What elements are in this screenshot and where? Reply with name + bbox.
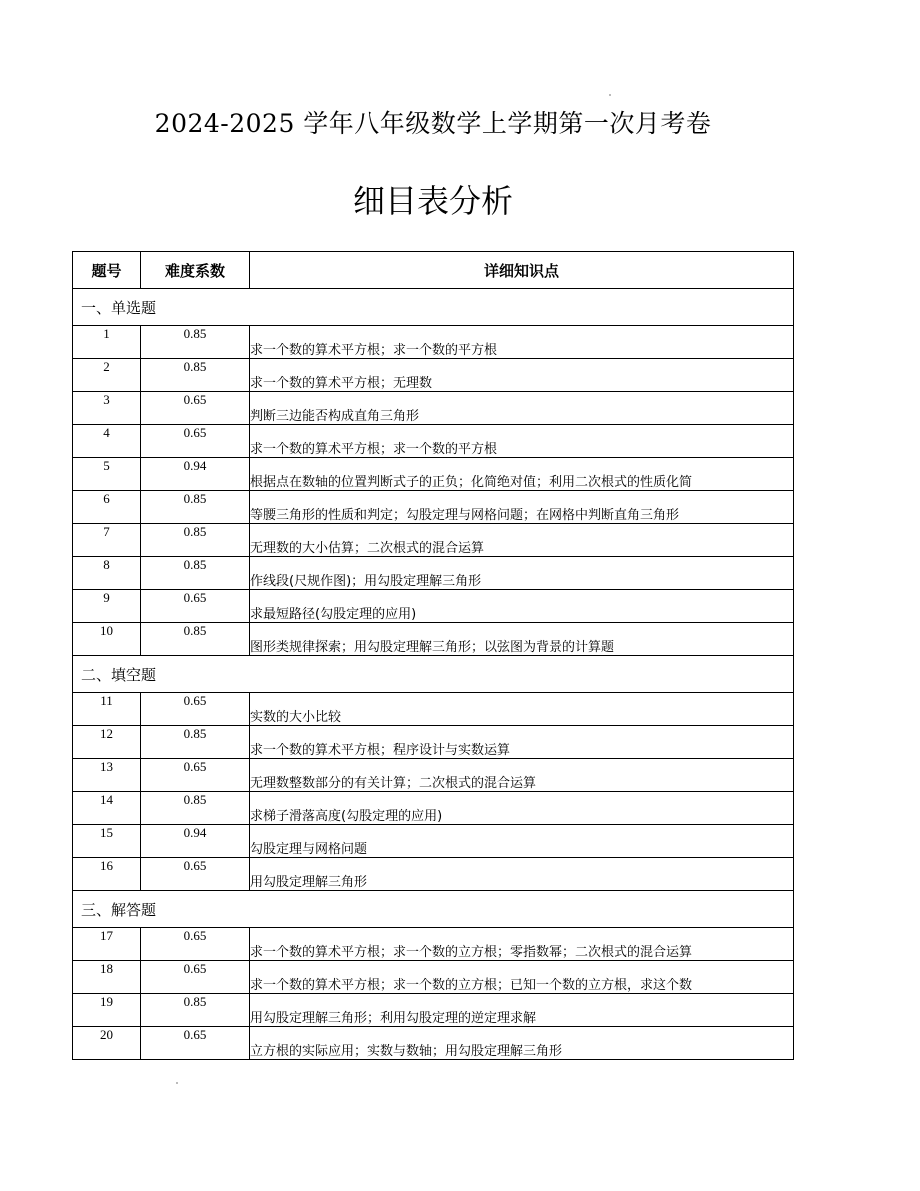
table-row — [73, 726, 794, 759]
section-title: 二、填空题 — [73, 656, 794, 693]
difficulty-value: 0.94 — [141, 458, 250, 491]
knowledge-points: 等腰三角形的性质和判定；勾股定理与网格问题；在网格中判断直角三角形 — [250, 491, 794, 524]
knowledge-points: 求一个数的算术平方根；求一个数的平方根 — [250, 326, 794, 359]
question-number: 17 — [73, 928, 141, 961]
table-row — [73, 1027, 794, 1060]
question-number: 1 — [73, 326, 141, 359]
knowledge-points: 判断三边能否构成直角三角形 — [250, 392, 794, 425]
difficulty-value: 0.65 — [141, 759, 250, 792]
table-row — [73, 524, 794, 557]
table-row — [73, 759, 794, 792]
question-number: 18 — [73, 961, 141, 994]
table-row — [73, 425, 794, 458]
table-row — [73, 491, 794, 524]
question-number: 20 — [73, 1027, 141, 1060]
table-row — [73, 326, 794, 359]
table-row — [73, 928, 794, 961]
knowledge-points: 无理数整数部分的有关计算；二次根式的混合运算 — [250, 759, 794, 792]
question-number: 4 — [73, 425, 141, 458]
difficulty-value: 0.85 — [141, 326, 250, 359]
section-title: 一、单选题 — [73, 289, 794, 326]
question-number: 10 — [73, 623, 141, 656]
difficulty-value: 0.85 — [141, 726, 250, 759]
table-row — [73, 590, 794, 623]
knowledge-points: 求一个数的算术平方根；求一个数的立方根；已知一个数的立方根，求这个数 — [250, 961, 794, 994]
difficulty-value: 0.85 — [141, 994, 250, 1027]
table-row — [73, 825, 794, 858]
question-number: 5 — [73, 458, 141, 491]
difficulty-value: 0.85 — [141, 524, 250, 557]
question-number: 7 — [73, 524, 141, 557]
knowledge-points: 求一个数的算术平方根；无理数 — [250, 359, 794, 392]
difficulty-value: 0.65 — [141, 1027, 250, 1060]
knowledge-points: 立方根的实际应用；实数与数轴；用勾股定理解三角形 — [250, 1027, 794, 1060]
question-number: 15 — [73, 825, 141, 858]
difficulty-value: 0.65 — [141, 961, 250, 994]
knowledge-points: 实数的大小比较 — [250, 693, 794, 726]
difficulty-value: 0.85 — [141, 359, 250, 392]
question-number: 19 — [73, 994, 141, 1027]
section-row — [73, 891, 794, 928]
difficulty-value: 0.65 — [141, 928, 250, 961]
table-body — [73, 289, 794, 1060]
analysis-table — [72, 251, 794, 1060]
document-subtitle: 细目表分析 — [352, 182, 513, 220]
table-header-row — [73, 252, 794, 289]
question-number: 6 — [73, 491, 141, 524]
question-number: 2 — [73, 359, 141, 392]
section-title: 三、解答题 — [73, 891, 794, 928]
question-number: 11 — [73, 693, 141, 726]
knowledge-points: 图形类规律探索；用勾股定理解三角形；以弦图为背景的计算题 — [250, 623, 794, 656]
knowledge-points: 用勾股定理解三角形 — [250, 858, 794, 891]
table-row — [73, 392, 794, 425]
knowledge-points: 无理数的大小估算；二次根式的混合运算 — [250, 524, 794, 557]
question-number: 13 — [73, 759, 141, 792]
header-difficulty: 难度系数 — [141, 252, 250, 289]
knowledge-points: 求一个数的算术平方根；程序设计与实数运算 — [250, 726, 794, 759]
table-row — [73, 458, 794, 491]
difficulty-value: 0.65 — [141, 392, 250, 425]
question-number: 16 — [73, 858, 141, 891]
knowledge-points: 求梯子滑落高度(勾股定理的应用) — [250, 792, 794, 825]
difficulty-value: 0.65 — [141, 425, 250, 458]
table-row — [73, 994, 794, 1027]
question-number: 3 — [73, 392, 141, 425]
difficulty-value: 0.85 — [141, 623, 250, 656]
knowledge-points: 求最短路径(勾股定理的应用) — [250, 590, 794, 623]
difficulty-value: 0.85 — [141, 792, 250, 825]
difficulty-value: 0.65 — [141, 858, 250, 891]
knowledge-points: 用勾股定理解三角形；利用勾股定理的逆定理求解 — [250, 994, 794, 1027]
knowledge-points: 作线段(尺规作图)；用勾股定理解三角形 — [250, 557, 794, 590]
difficulty-value: 0.94 — [141, 825, 250, 858]
document-title: 2024-2025 学年八年级数学上学期第一次月考卷 — [154, 109, 712, 138]
scan-speck — [609, 94, 611, 96]
question-number: 9 — [73, 590, 141, 623]
question-number: 14 — [73, 792, 141, 825]
knowledge-points: 求一个数的算术平方根；求一个数的平方根 — [250, 425, 794, 458]
table-row — [73, 623, 794, 656]
section-row — [73, 656, 794, 693]
table-row — [73, 961, 794, 994]
table-row — [73, 693, 794, 726]
header-knowledge: 详细知识点 — [250, 252, 794, 289]
difficulty-value: 0.65 — [141, 693, 250, 726]
knowledge-points: 勾股定理与网格问题 — [250, 825, 794, 858]
table-row — [73, 858, 794, 891]
difficulty-value: 0.85 — [141, 491, 250, 524]
scan-speck — [176, 1082, 178, 1084]
table-row — [73, 557, 794, 590]
knowledge-points: 根据点在数轴的位置判断式子的正负；化简绝对值；利用二次根式的性质化简 — [250, 458, 794, 491]
difficulty-value: 0.65 — [141, 590, 250, 623]
question-number: 12 — [73, 726, 141, 759]
section-row — [73, 289, 794, 326]
knowledge-points: 求一个数的算术平方根；求一个数的立方根；零指数幂；二次根式的混合运算 — [250, 928, 794, 961]
difficulty-value: 0.85 — [141, 557, 250, 590]
table-row — [73, 359, 794, 392]
question-number: 8 — [73, 557, 141, 590]
table-row — [73, 792, 794, 825]
header-num: 题号 — [73, 252, 141, 289]
